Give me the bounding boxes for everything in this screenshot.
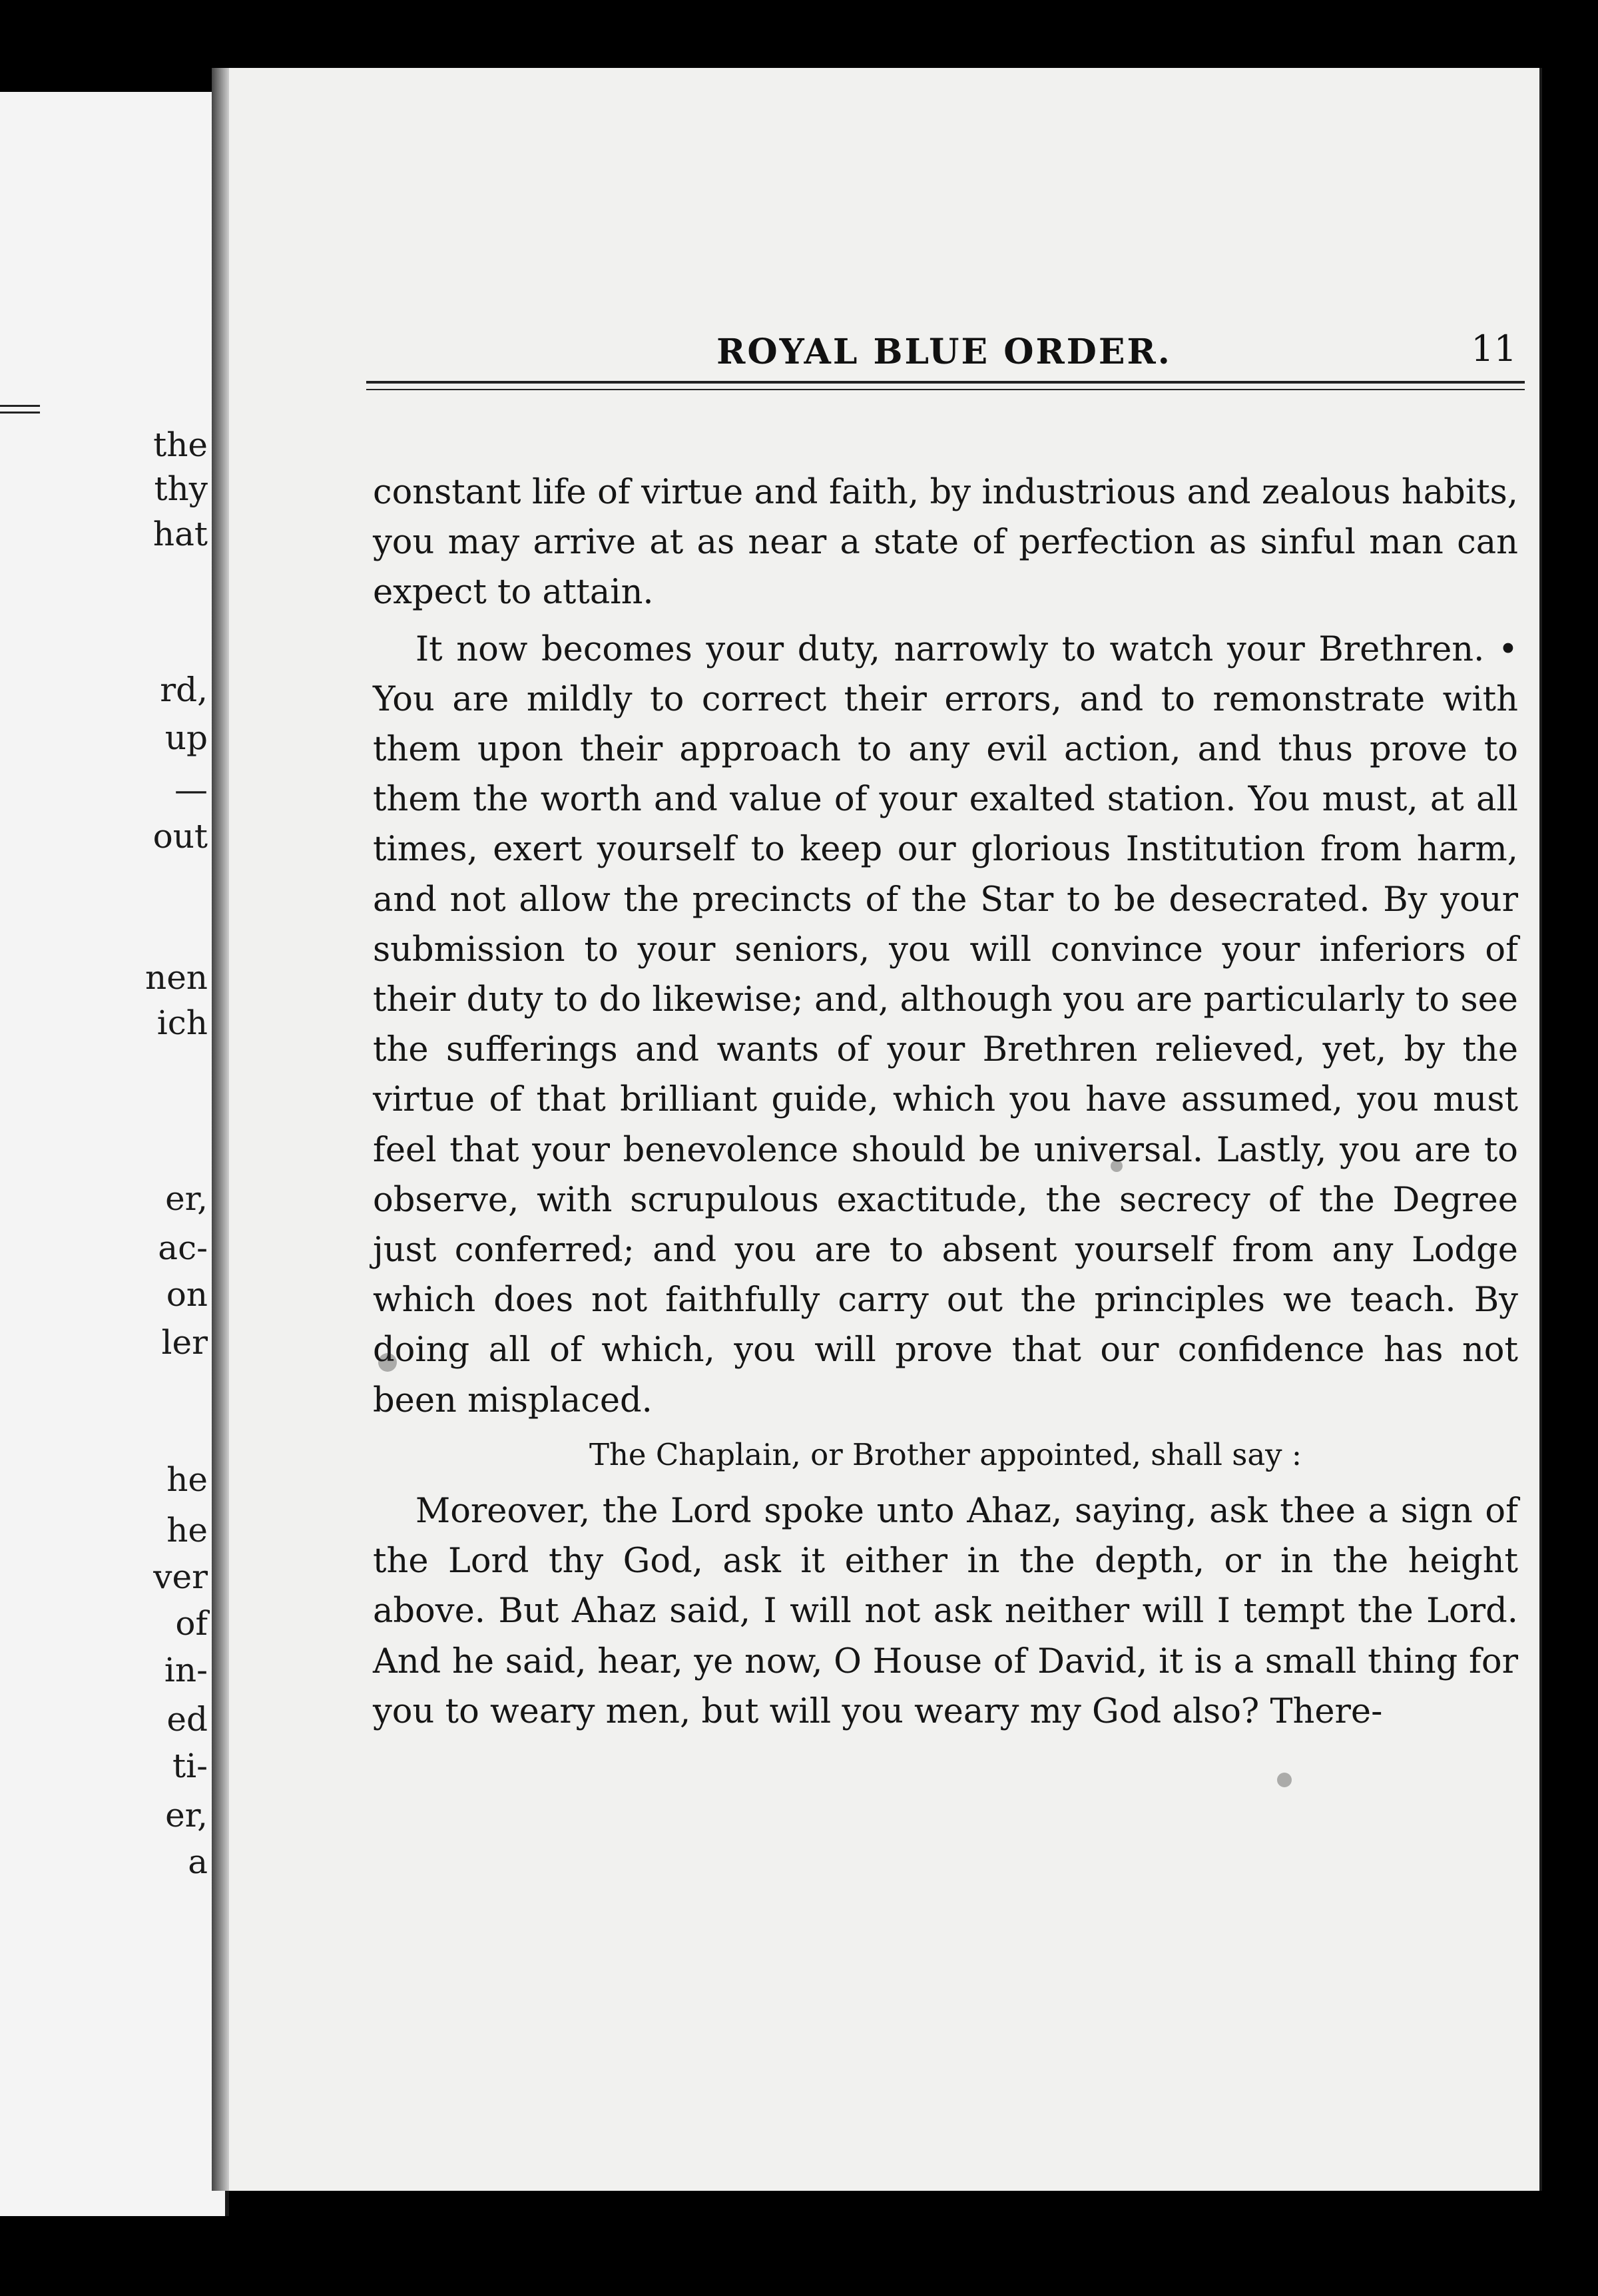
left-fragment: ler [161,1323,208,1362]
left-fragment: the [153,426,208,464]
left-fragment: of [175,1604,208,1643]
header-rule [366,381,1525,384]
page-number: 11 [1471,328,1517,370]
running-header [365,320,1523,386]
ink-blot [378,1353,397,1372]
left-fragment: rd, [160,671,208,709]
left-fragment: a [188,1843,208,1881]
paragraph: It now becomes your duty, narrowly to watch your Brethren. • You are mildly to correct their errors, and to remonstrate with them upon their approach to any evil action, and thus prove to them the worth and value of your exalted station. You must, at all times, exert yourself to keep our glorious Institution from harm, and not allow the precincts of the Star to be desecrated. By your submission to your seniors, you will convince your inferiors of their duty to do likewise; and, although you are particularly to see the sufferings and wants of your Brethren relieved, yet, by the virtue of that brilliant guide, which you have assumed, you must feel that your benevolence should be universal. Lastly, you are to observe, with scrupulous exactitude, the secrecy of the Degree just conferred; and you are to absent yourself from any Lodge which does not faithfully carry out the principles we teach. By doing all of which, you will prove that our confidence has not been misplaced. [373,629,1518,1420]
left-facing-page [0,92,229,2216]
book-page [212,68,1542,2191]
left-fragment: nen [145,958,208,997]
ink-blot [1111,1160,1123,1172]
left-fragment: thy [154,469,208,508]
left-page-rule [0,405,40,407]
left-fragment: on [166,1275,208,1314]
left-fragment: in- [164,1651,208,1689]
page-gutter-shadow [212,68,229,2191]
header-rule [366,389,1525,390]
left-fragment: ac- [158,1229,208,1267]
ink-blot [1277,1773,1292,1787]
page-body [373,467,1518,1737]
left-fragment: ver [153,1558,208,1596]
left-fragment: hat [152,515,208,553]
left-fragment: he [166,1511,208,1550]
left-fragment: ich [156,1004,208,1042]
left-fragment: ti- [172,1747,208,1785]
paragraph: constant life of virtue and faith, by industrious and zealous habits, you may arrive at as near a state of perfection as sinful man can expect to attain. [373,473,1518,613]
left-fragment: er, [165,1179,208,1218]
left-fragment: ed [166,1700,208,1739]
left-fragment: er, [165,1796,208,1835]
left-fragment: he [166,1460,208,1499]
left-page-rule [0,412,40,414]
left-fragment: up [164,718,208,757]
left-fragment: — [174,770,208,809]
running-title: ROYAL BLUE ORDER. [716,332,1172,372]
paragraph: Moreover, the Lord spoke unto Ahaz, saying, ask thee a sign of the Lord thy God, ask it either in the depth, or in the height above. But Ahaz said, I will not ask neither will I tempt the Lord. And he said, hear, ye now, O House of David, it is a small thing for you to weary men, but will you weary my God also? There- [373,1492,1518,1731]
rubric-instruction: The Chaplain, or Brother appointed, shall say : [589,1436,1302,1472]
left-fragment: out [152,817,208,856]
